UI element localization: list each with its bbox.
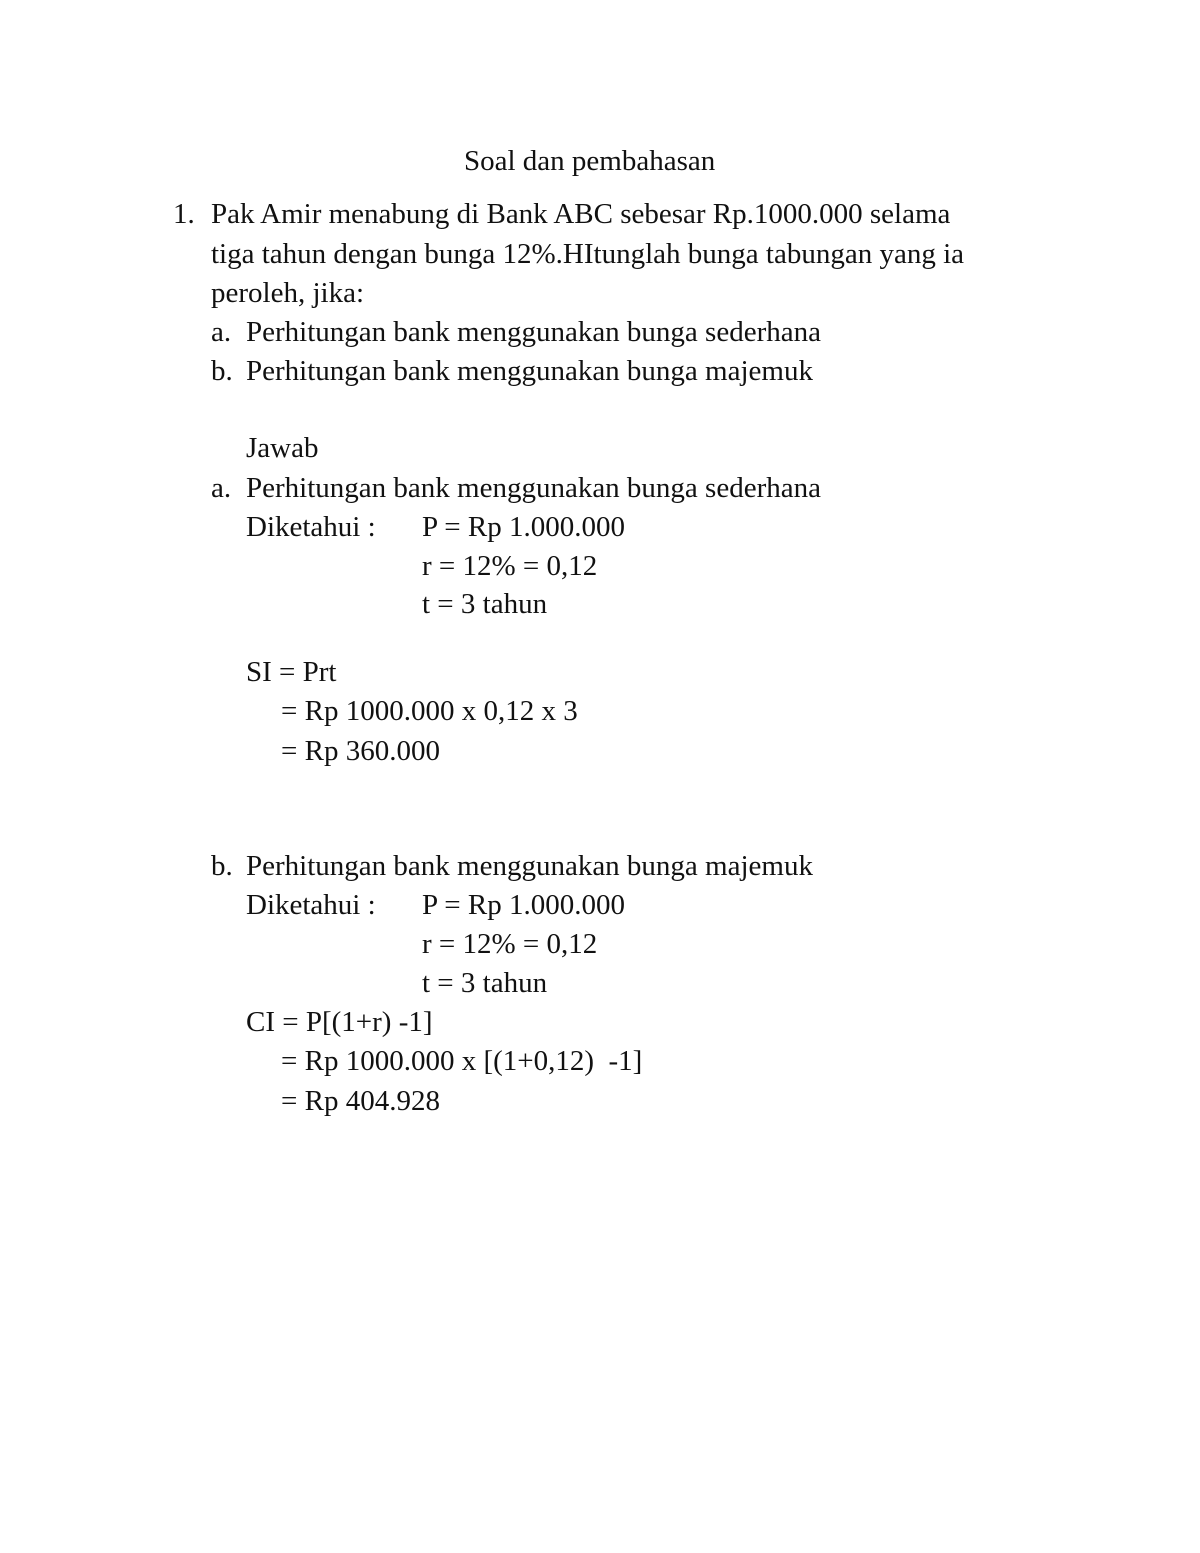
- part-a-formula: SI = Prt: [246, 656, 337, 688]
- part-a-marker: a.: [211, 472, 232, 504]
- option-a-marker: a.: [211, 316, 232, 348]
- page-title: Soal dan pembahasan: [464, 145, 716, 177]
- part-b-known-r: r = 12% = 0,12: [422, 928, 598, 960]
- part-a-title: Perhitungan bank menggunakan bunga sederhana: [246, 472, 821, 504]
- part-b-known-t: t = 3 tahun: [422, 967, 548, 999]
- answer-heading: Jawab: [246, 432, 319, 464]
- question-line-1: Pak Amir menabung di Bank ABC sebesar Rp.1000.000 selama: [211, 198, 951, 230]
- question-line-3: peroleh, jika:: [211, 277, 365, 309]
- question-line-2: tiga tahun dengan bunga 12%.HItunglah bunga tabungan yang ia: [211, 238, 964, 270]
- question-number: 1.: [173, 198, 195, 230]
- part-b-marker: b.: [211, 850, 233, 882]
- option-b-text: Perhitungan bank menggunakan bunga majemuk: [246, 355, 813, 387]
- part-b-formula: CI = P[(1+r) -1]: [246, 1006, 433, 1038]
- part-a-known-r: r = 12% = 0,12: [422, 550, 598, 582]
- option-a-text: Perhitungan bank menggunakan bunga sederhana: [246, 316, 821, 348]
- part-a-known-label: Diketahui :: [246, 511, 376, 543]
- part-a-known-p: P = Rp 1.000.000: [422, 511, 625, 543]
- part-b-title: Perhitungan bank menggunakan bunga majemuk: [246, 850, 813, 882]
- part-a-step-2: = Rp 360.000: [281, 735, 440, 767]
- part-b-step-1: = Rp 1000.000 x [(1+0,12) -1]: [281, 1045, 643, 1077]
- part-a-step-1: = Rp 1000.000 x 0,12 x 3: [281, 695, 578, 727]
- option-b-marker: b.: [211, 355, 233, 387]
- part-a-known-t: t = 3 tahun: [422, 588, 548, 620]
- part-b-known-p: P = Rp 1.000.000: [422, 889, 625, 921]
- part-b-step-2: = Rp 404.928: [281, 1085, 440, 1117]
- part-b-known-label: Diketahui :: [246, 889, 376, 921]
